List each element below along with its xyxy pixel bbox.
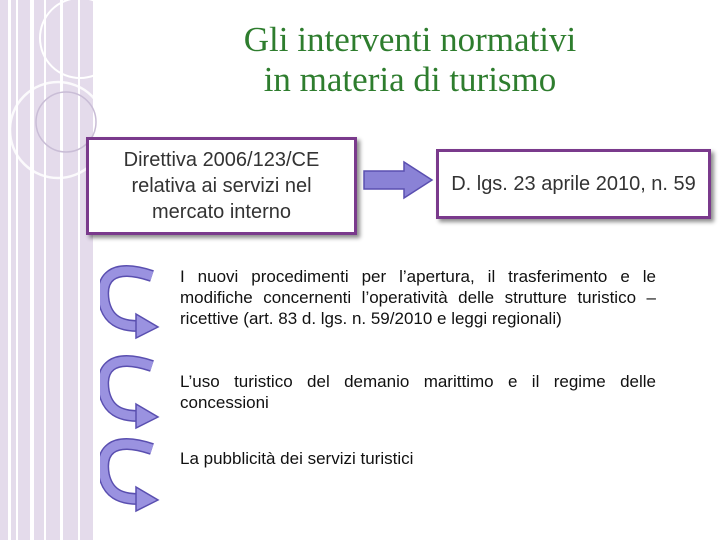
title-line-1: Gli interventi normativi <box>243 20 577 59</box>
decree-text: D. lgs. 23 aprile 2010, n. 59 <box>451 173 696 195</box>
list-item: La pubblicità dei servizi turistici <box>180 449 414 468</box>
decree-box <box>436 149 711 219</box>
title-line-2: in materia di turismo <box>263 60 557 99</box>
list-item: I nuovi procedimenti per l’apertura, il trasferimento e le modifiche concernenti l’operatività delle strutture turistico – ricettive (art. 83 d. lgs. n. 59/2010 e leggi regionali) <box>180 267 656 328</box>
list-item: L’uso turistico del demanio marittimo e il regime delle concessioni <box>180 372 656 412</box>
arrow-right-icon <box>362 160 434 200</box>
left-decor-band <box>0 0 93 540</box>
loop-arrow-icon <box>100 435 162 515</box>
directive-text: Direttiva 2006/123/CE relativa ai servizi nel mercato interno <box>123 149 320 223</box>
slide-title <box>150 20 670 100</box>
directive-box <box>86 137 357 235</box>
loop-arrow-icon <box>100 262 162 342</box>
loop-arrow-icon <box>100 352 162 432</box>
